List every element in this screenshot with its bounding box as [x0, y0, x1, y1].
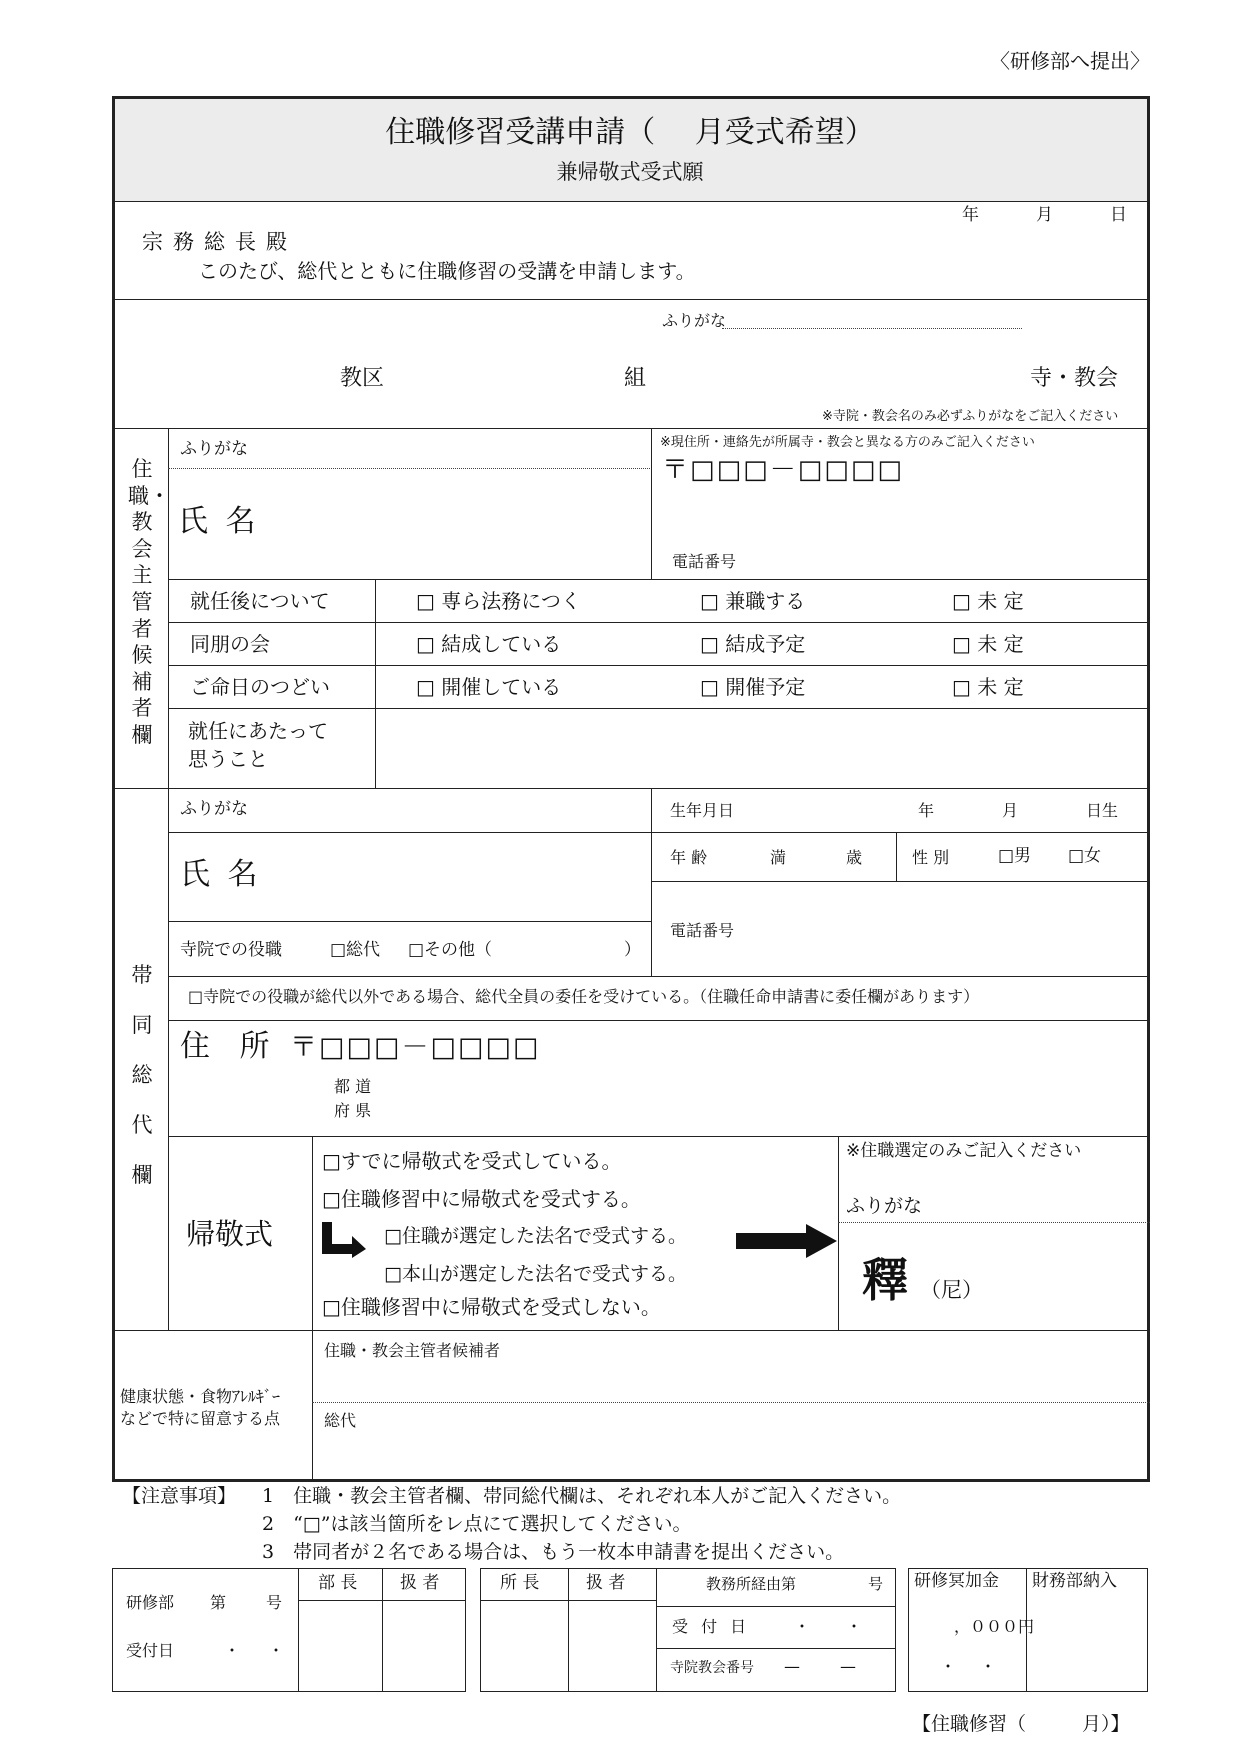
- delegation-checkbox[interactable]: □寺院での役職が総代以外である場合、総代全員の委任を受けている。（住職任命申請書に委任欄があります）: [188, 987, 980, 1006]
- health-label-line2: などで特に留意する点: [120, 1409, 281, 1428]
- group-label: 組: [624, 366, 647, 391]
- candidate-phone-label: 電話番号: [672, 552, 737, 571]
- dharma-name-furigana-line[interactable]: [838, 1222, 1150, 1223]
- thoughts-label-line2: 思うこと: [188, 747, 268, 771]
- birthdate-label: 生年月日: [670, 801, 735, 820]
- temple-note: ※寺院・教会名のみ必ずふりがなをご記入ください: [822, 409, 1119, 424]
- course-label-open: 【住職修習（: [912, 1713, 1027, 1735]
- received-date2-dot-2: ・: [846, 1617, 863, 1636]
- sodai-furigana-label: ふりがな: [180, 799, 248, 819]
- ni-suffix: （尼）: [920, 1278, 983, 1302]
- option-formation-planned[interactable]: □ 結成予定: [700, 632, 806, 656]
- course-label-close: 月）】: [1082, 1713, 1130, 1735]
- sodai-postal-code[interactable]: 〒□□□－□□□□: [290, 1032, 541, 1063]
- sodai-side-label: 帯同総代欄: [131, 963, 153, 1187]
- via-office-label: 教務所経由第: [706, 1575, 797, 1593]
- received-date-label: 受付日: [126, 1641, 175, 1660]
- kenshu-go-label: 号: [266, 1593, 283, 1612]
- candidate-furigana-line[interactable]: [168, 468, 652, 469]
- received-date-dot-1: ・: [224, 1641, 241, 1660]
- health-label-line1: 健康状態・食物ｱﾚﾙｷﾞｰ: [120, 1387, 281, 1406]
- district-label: 教区: [340, 366, 385, 391]
- sodai-phone-label: 電話番号: [670, 921, 735, 940]
- kikyoshiki-label: 帰敬式: [186, 1217, 274, 1251]
- bent-arrow-icon: [322, 1222, 368, 1258]
- right-arrow-icon: [736, 1224, 838, 1258]
- candidate-furigana-label: ふりがな: [180, 439, 248, 459]
- address-label: 住 所: [180, 1029, 280, 1064]
- temple-no-dash-2: —: [840, 1657, 856, 1676]
- candidate-side-label: 住職・教会主管者候補者欄: [128, 457, 170, 747]
- notes-heading: 【注意事項】: [122, 1485, 237, 1507]
- dharma-name-furigana-label: ふりがな: [846, 1195, 923, 1217]
- note-item-1: 1 住職・教会主管者欄、帯同総代欄は、それぞれ本人がご記入ください。: [262, 1485, 902, 1507]
- birth-year-label: 年: [918, 801, 935, 820]
- thoughts-label-line1: 就任にあたって: [188, 719, 328, 743]
- prefecture-label-line2: 府 県: [334, 1101, 372, 1120]
- role-other-checkbox[interactable]: □その他（: [408, 940, 493, 960]
- date-month-label: 月: [1036, 205, 1053, 225]
- age-full-label: 満: [770, 848, 787, 867]
- role-label: 寺院での役職: [180, 940, 282, 960]
- shaku-character: 釋: [862, 1253, 908, 1307]
- atsukai-label: 扱 者: [400, 1573, 440, 1593]
- received-date-dot-2: ・: [268, 1641, 285, 1660]
- fee-dot-2: ・: [980, 1657, 997, 1676]
- post-appointment-label: 就任後について: [190, 589, 330, 613]
- fee-value: ，０００円: [954, 1617, 1035, 1636]
- atsukai2-label: 扱 者: [586, 1573, 626, 1593]
- finance-label: 財務部納入: [1032, 1571, 1117, 1591]
- option-already-received[interactable]: □すでに帰敬式を受式している。: [322, 1149, 622, 1173]
- candidate-postal-code[interactable]: 〒□□□－□□□□: [662, 455, 904, 485]
- temple-church-label: 寺・教会: [1030, 366, 1119, 391]
- health-sodai-label: 総代: [324, 1411, 357, 1430]
- temple-furigana-label: ふりがな: [662, 311, 727, 330]
- option-honzan-chosen-name[interactable]: □本山が選定した法名で受式する。: [384, 1263, 687, 1285]
- candidate-name-label: 氏 名: [178, 504, 260, 539]
- temple-no-dash-1: —: [784, 1657, 800, 1676]
- option-receive-during-training[interactable]: □住職修習中に帰敬式を受式する。: [322, 1187, 641, 1211]
- kenshu-no-label: 第: [210, 1593, 227, 1612]
- age-label: 年 齢: [670, 848, 708, 867]
- prefecture-label-line1: 都 道: [334, 1077, 372, 1096]
- chief-selection-note: ※住職選定のみご記入ください: [846, 1141, 1082, 1161]
- birth-day-label: 日生: [1086, 801, 1119, 820]
- shocho-label: 所 長: [500, 1573, 540, 1593]
- option-held[interactable]: □ 開催している: [416, 675, 562, 699]
- received-date2-dot-1: ・: [794, 1617, 811, 1636]
- date-day-label: 日: [1110, 205, 1127, 225]
- option-formed[interactable]: □ 結成している: [416, 632, 562, 656]
- kenshu-dept-label: 研修部: [126, 1593, 175, 1612]
- option-side-job[interactable]: □ 兼職する: [700, 589, 806, 613]
- option-undecided-1[interactable]: □ 未 定: [952, 589, 1024, 613]
- health-candidate-label: 住職・教会主管者候補者: [324, 1341, 501, 1360]
- temple-furigana-line[interactable]: [722, 328, 1022, 329]
- sex-label: 性 別: [912, 848, 950, 867]
- via-office-go-label: 号: [868, 1575, 884, 1593]
- received-date2-label: 受 付 日: [672, 1617, 751, 1636]
- note-item-3: 3 帯同者が２名である場合は、もう一枚本申請書を提出ください。: [262, 1541, 845, 1563]
- option-chief-chosen-name[interactable]: □住職が選定した法名で受式する。: [384, 1225, 687, 1247]
- role-sodai-checkbox[interactable]: □総代: [330, 940, 381, 960]
- form-title: 住職修習受講申請（ 月受式希望）: [385, 115, 875, 150]
- form-subtitle: 兼帰敬式受式願: [556, 160, 704, 184]
- health-sodai-input[interactable]: [314, 1432, 1148, 1478]
- note-item-2: 2 “□”は該当箇所をレ点にて選択してください。: [262, 1513, 692, 1535]
- option-not-receive[interactable]: □住職修習中に帰敬式を受式しない。: [322, 1295, 661, 1319]
- dobo-kai-label: 同朋の会: [190, 632, 270, 656]
- age-unit-label: 歳: [846, 848, 863, 867]
- bucho-label: 部 長: [318, 1573, 358, 1593]
- female-checkbox[interactable]: □女: [1068, 846, 1102, 866]
- health-candidate-input[interactable]: [314, 1362, 1148, 1400]
- option-undecided-3[interactable]: □ 未 定: [952, 675, 1024, 699]
- memorial-gathering-label: ご命日のつどい: [190, 675, 330, 699]
- declaration-text: このたび、総代とともに住職修習の受講を申請します。: [198, 259, 696, 283]
- fee-label: 研修冥加金: [914, 1571, 999, 1591]
- candidate-address-note: ※現住所・連絡先が所属寺・教会と異なる方のみご記入ください: [660, 435, 1035, 450]
- fee-dot-1: ・: [940, 1657, 957, 1676]
- submit-to-label: 〈研修部へ提出〉: [990, 49, 1150, 73]
- male-checkbox[interactable]: □男: [998, 846, 1032, 866]
- option-undecided-2[interactable]: □ 未 定: [952, 632, 1024, 656]
- thoughts-input-area[interactable]: [378, 711, 1146, 785]
- temple-no-label: 寺院教会番号: [670, 1660, 754, 1676]
- addressee: 宗務総長殿: [142, 230, 297, 254]
- option-full-time-duty[interactable]: □ 専ら法務につく: [416, 589, 581, 613]
- birth-month-label: 月: [1002, 801, 1019, 820]
- role-other-close: ）: [624, 940, 641, 960]
- sodai-name-label: 氏 名: [180, 857, 262, 892]
- date-year-label: 年: [962, 205, 979, 225]
- option-holding-planned[interactable]: □ 開催予定: [700, 675, 806, 699]
